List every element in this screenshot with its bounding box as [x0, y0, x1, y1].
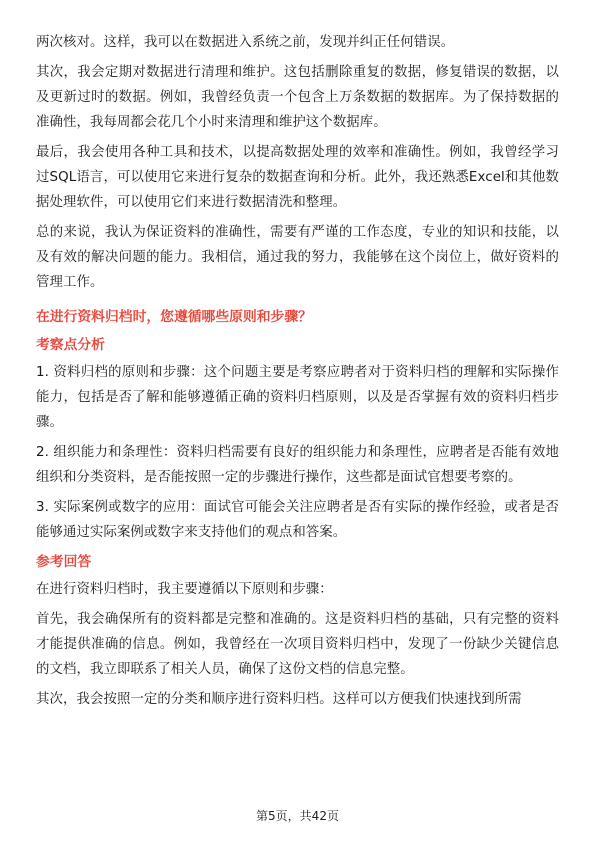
answer-paragraph: 其次，我会按照一定的分类和顺序进行资料归档。这样可以方便我们快速找到所需 — [36, 692, 522, 707]
answer-paragraph: 首先，我会确保所有的资料都是完整和准确的。这是资料归档的基础，只有完整的资料才能提供准确的信息。例如，我曾经在一次项目资料归档中，发现了一份缺少关键信息的文档，我立即联系了相关人员，确保了这份文档的信息完整。 — [36, 612, 559, 677]
answer-heading: 参考回答 — [36, 554, 92, 570]
body-paragraph: 两次核对。这样，我可以在数据进入系统之前，发现并纠正任何错误。 — [36, 35, 455, 50]
body-paragraph: 最后，我会使用各种工具和技术，以提高数据处理的效率和准确性。例如，我曾经学习过SQL语言，可以使用它来进行复杂的数据查询和分析。此外，我还熟悉Excel和其他数据处理软件，可以使用它们来进行数据清洗和整理。 — [36, 145, 559, 210]
analysis-item: 3. 实际案例或数字的应用：面试官可能会关注应聘者是否有实际的操作经验，或者是否能够通过实际案例或数字来支持他们的观点和答案。 — [36, 500, 559, 540]
body-paragraph: 其次，我会定期对数据进行清理和维护。这包括删除重复的数据，修复错误的数据，以及更新过时的数据。例如，我曾经负责一个包含上万条数据的数据库。为了保持数据的准确性，我每周都会花几个小时来清理和维护这个数据库。 — [36, 65, 559, 130]
body-paragraph: 总的来说，我认为保证资料的准确性，需要有严谨的工作态度，专业的知识和技能，以及有效的解决问题的能力。我相信，通过我的努力，我能够在这个岗位上，做好资料的管理工作。 — [36, 225, 559, 290]
analysis-item: 1. 资料归档的原则和步骤：这个问题主要是考察应聘者对于资料归档的理解和实际操作能力，包括是否了解和能够遵循正确的资料归档原则，以及是否掌握有效的资料归档步骤。 — [36, 365, 559, 430]
page-number-footer: 第5页，共42页 — [256, 809, 339, 823]
page-content — [36, 30, 559, 717]
question-heading: 在进行资料归档时，您遵循哪些原则和步骤？ — [36, 309, 312, 325]
analysis-item: 2. 组织能力和条理性：资料归档需要有良好的组织能力和条理性，应聘者是否能有效地组织和分类资料，是否能按照一定的步骤进行操作，这些都是面试官想要考察的。 — [36, 445, 559, 485]
analysis-heading: 考察点分析 — [36, 337, 105, 353]
answer-paragraph: 在进行资料归档时，我主要遵循以下原则和步骤： — [36, 582, 333, 597]
